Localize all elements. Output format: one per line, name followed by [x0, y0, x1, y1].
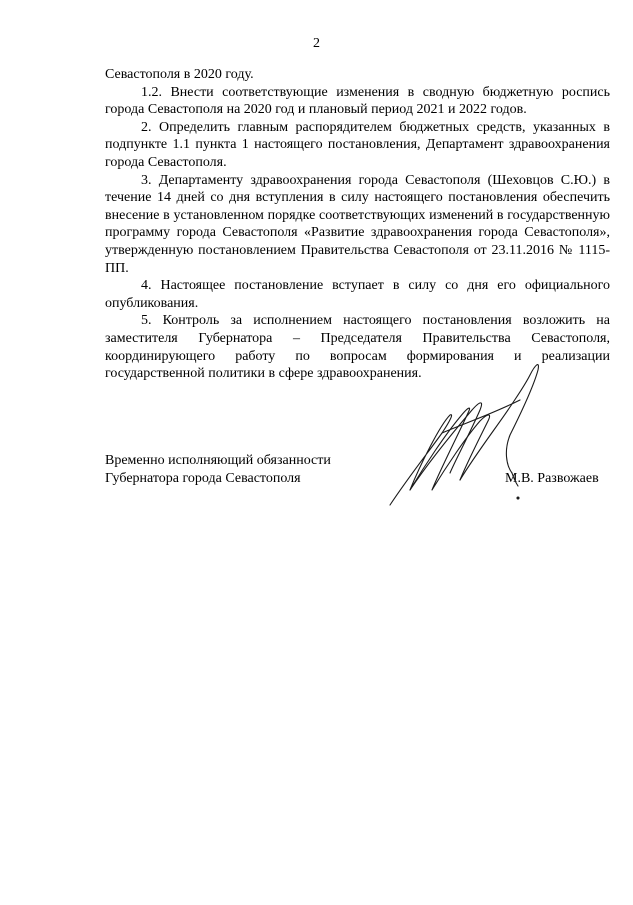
paragraph-item-5: 5. Контроль за исполнением настоящего постановления возложить на заместителя Губернатора – Председателя Правительства Севастополя, координирующего работу по вопросам формирования и реализации государственной политики в сфере здравоохранения. — [105, 313, 610, 382]
paragraph-item-4: 4. Настоящее постановление вступает в силу со дня его официального опубликования. — [105, 278, 610, 311]
page-number: 2 — [313, 36, 320, 51]
document-body — [105, 66, 610, 383]
signatory-position — [105, 452, 331, 488]
paragraph-item-2: 2. Определить главным распорядителем бюджетных средств, указанных в подпункте 1.1 пункта 1 настоящего постановления, Департамент здравоохранения города Севастополя. — [105, 119, 610, 170]
paragraph-item-3: 3. Департаменту здравоохранения города Севастополя (Шеховцов С.Ю.) в течение 14 дней со дня вступления в силу настоящего постановления обеспечить внесение в установленном порядке соответствующих изменений в государственную программу города Севастополя «Развитие здравоохранения города Севастополя», утвержденную постановлением Правительства Севастополя от 23.11.2016 № 1115-ПП. — [105, 172, 610, 276]
paragraph-item-1-2: 1.2. Внести соответствующие изменения в сводную бюджетную роспись города Севастополя на 2020 год и плановый период 2021 и 2022 годов. — [105, 84, 610, 118]
signatory-position-line-1: Временно исполняющий обязанности — [105, 453, 331, 468]
signatory-position-line-2: Губернатора города Севастополя — [105, 471, 301, 486]
signatory-name: М.В. Развожаев — [505, 471, 599, 486]
paragraph-continuation: Севастополя в 2020 году. — [105, 67, 254, 82]
